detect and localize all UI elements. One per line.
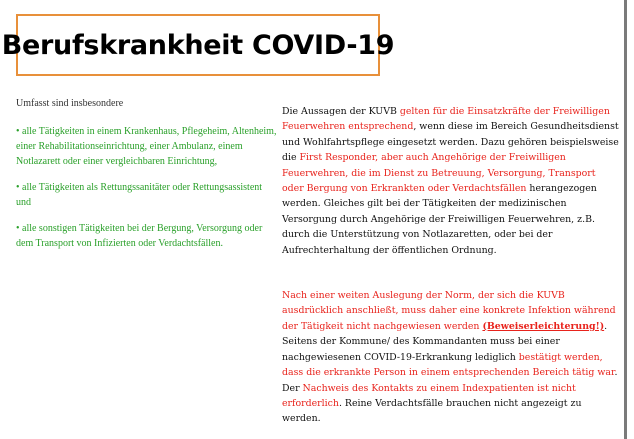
left-column xyxy=(16,96,278,262)
p1-text-1: Die Aussagen der KUVB xyxy=(282,106,400,117)
right-column xyxy=(282,104,620,427)
p2-highlight-3: Nachweis des Kontakts zu einem Indexpatienten ist nicht erforderlich xyxy=(282,382,576,409)
intro-text: Umfasst sind insbesondere xyxy=(16,98,124,109)
p2-underlined-note: (Beweiserleichterung!) xyxy=(482,320,605,332)
title-box xyxy=(1,14,395,76)
bullet-item-1: • alle Tätigkeiten in einem Krankenhaus, Pflegeheim, Altenheim, einer Rehabilitationseinrichtung, einer Ambulanz, einem Notlazarett oder einer vergleichbaren Einrichtung, xyxy=(16,126,277,167)
bullet-item-2: • alle Tätigkeiten als Rettungssanitäter oder Rettungsassistent und xyxy=(16,182,263,208)
page-title: Berufskrankheit COVID-19 xyxy=(1,29,395,61)
p2-highlight-2: bestätigt werden, dass die erkrankte Person in einem entsprechenden Bereich tätig war xyxy=(282,351,615,379)
paragraph-2 xyxy=(282,288,620,427)
paragraph-1 xyxy=(282,104,620,258)
p2-text-2: . Der xyxy=(282,367,618,394)
p1-highlight-2: First Responder, aber auch Angehörige der Freiwilligen Feuerwehren, die im Dienst zu Betreuung, Versorgung, Transport oder Bergung von Erkrankten oder Verdachtsfällen xyxy=(282,152,596,195)
p1-text-3: herangezogen werden. Gleiches gilt bei der Tätigkeiten der medizinischen Versorgung durch Angehörige der Freiwilligen Feuerwehren, z.B. durch die Unterstützung von Notlazaretten, oder bei der Aufrechterhaltung der öffentlichen Ordnung. xyxy=(282,183,597,256)
p2-highlight-1: Nach einer weiten Auslegung der Norm, der sich die KUVB ausdrücklich anschließt, muss daher eine konkrete Infektion während der Tätigkeit nicht nachgewiesen werden xyxy=(282,290,616,332)
bullet-item-3: • alle sonstigen Tätigkeiten bei der Bergung, Versorgung oder dem Transport von Infizierten oder Verdachtsfällen. xyxy=(16,223,263,249)
p1-highlight-1: gelten für die Einsatzkräfte der Freiwilligen Feuerwehren entsprechend xyxy=(282,106,610,133)
right-border-line xyxy=(624,0,627,439)
p2-text-1: . Seitens der Kommune/ des Kommandanten muss bei einer nachgewiesenen COVID-19-Erkrankung lediglich xyxy=(282,320,608,363)
p1-text-2: , wenn diese im Bereich Gesundheitsdienst und Wohlfahrtspflege eingesetzt werden. Dazu gehören beispielsweise die xyxy=(282,121,619,164)
p2-text-3: . Reine Verdachtsfälle brauchen nicht angezeigt zu werden. xyxy=(282,397,582,425)
